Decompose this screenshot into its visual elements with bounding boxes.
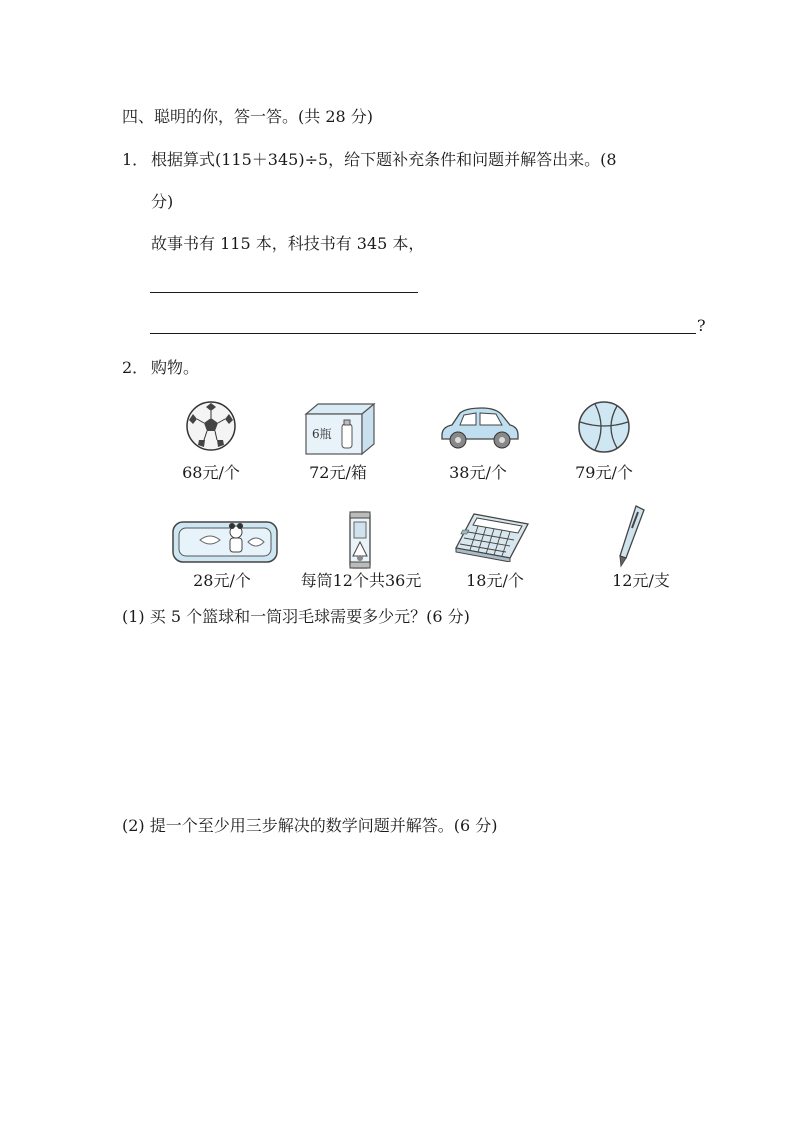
section-heading: 四、聪明的你，答一答。(共 28 分) (122, 107, 374, 126)
soccer-ball-icon (185, 400, 237, 452)
price-shuttlecock-tube: 每筒12个共36元 (300, 571, 422, 590)
price-toy-car: 38元/个 (449, 463, 507, 482)
shuttlecock-tube-icon (345, 508, 375, 570)
price-pen: 12元/支 (612, 571, 670, 590)
answer-line-condition[interactable] (150, 292, 418, 293)
question-1-given-condition: 故事书有 115 本，科技书有 345 本， (151, 234, 425, 253)
question-1-prompt-line1: 根据算式(115＋345)÷5，给下题补充条件和问题并解答出来。(8 (151, 150, 617, 169)
box-label: 6瓶 (312, 427, 332, 441)
question-mark: ? (697, 316, 706, 335)
question-1-prompt-line2: 分) (151, 192, 174, 211)
answer-line-question[interactable] (150, 333, 696, 334)
toy-car-icon (438, 405, 522, 451)
bottle-box-icon (302, 400, 378, 456)
question-1-number: 1． (122, 150, 149, 169)
pencil-case-icon (170, 518, 280, 566)
sub-question-1: (1) 买 5 个篮球和一筒羽毛球需要多少元？(6 分) (122, 607, 470, 626)
pen-icon (612, 504, 648, 568)
question-2-title: 购物。 (151, 358, 200, 377)
sub-question-2: (2) 提一个至少用三步解决的数学问题并解答。(6 分) (122, 816, 498, 835)
price-pencil-case: 28元/个 (193, 571, 251, 590)
price-basketball: 79元/个 (575, 463, 633, 482)
basketball-icon (577, 400, 631, 454)
price-soccer-ball: 68元/个 (182, 463, 240, 482)
question-2-number: 2． (122, 358, 149, 377)
price-bottle-box: 72元/箱 (309, 463, 367, 482)
price-calculator: 18元/个 (466, 571, 524, 590)
calculator-icon (452, 510, 532, 562)
